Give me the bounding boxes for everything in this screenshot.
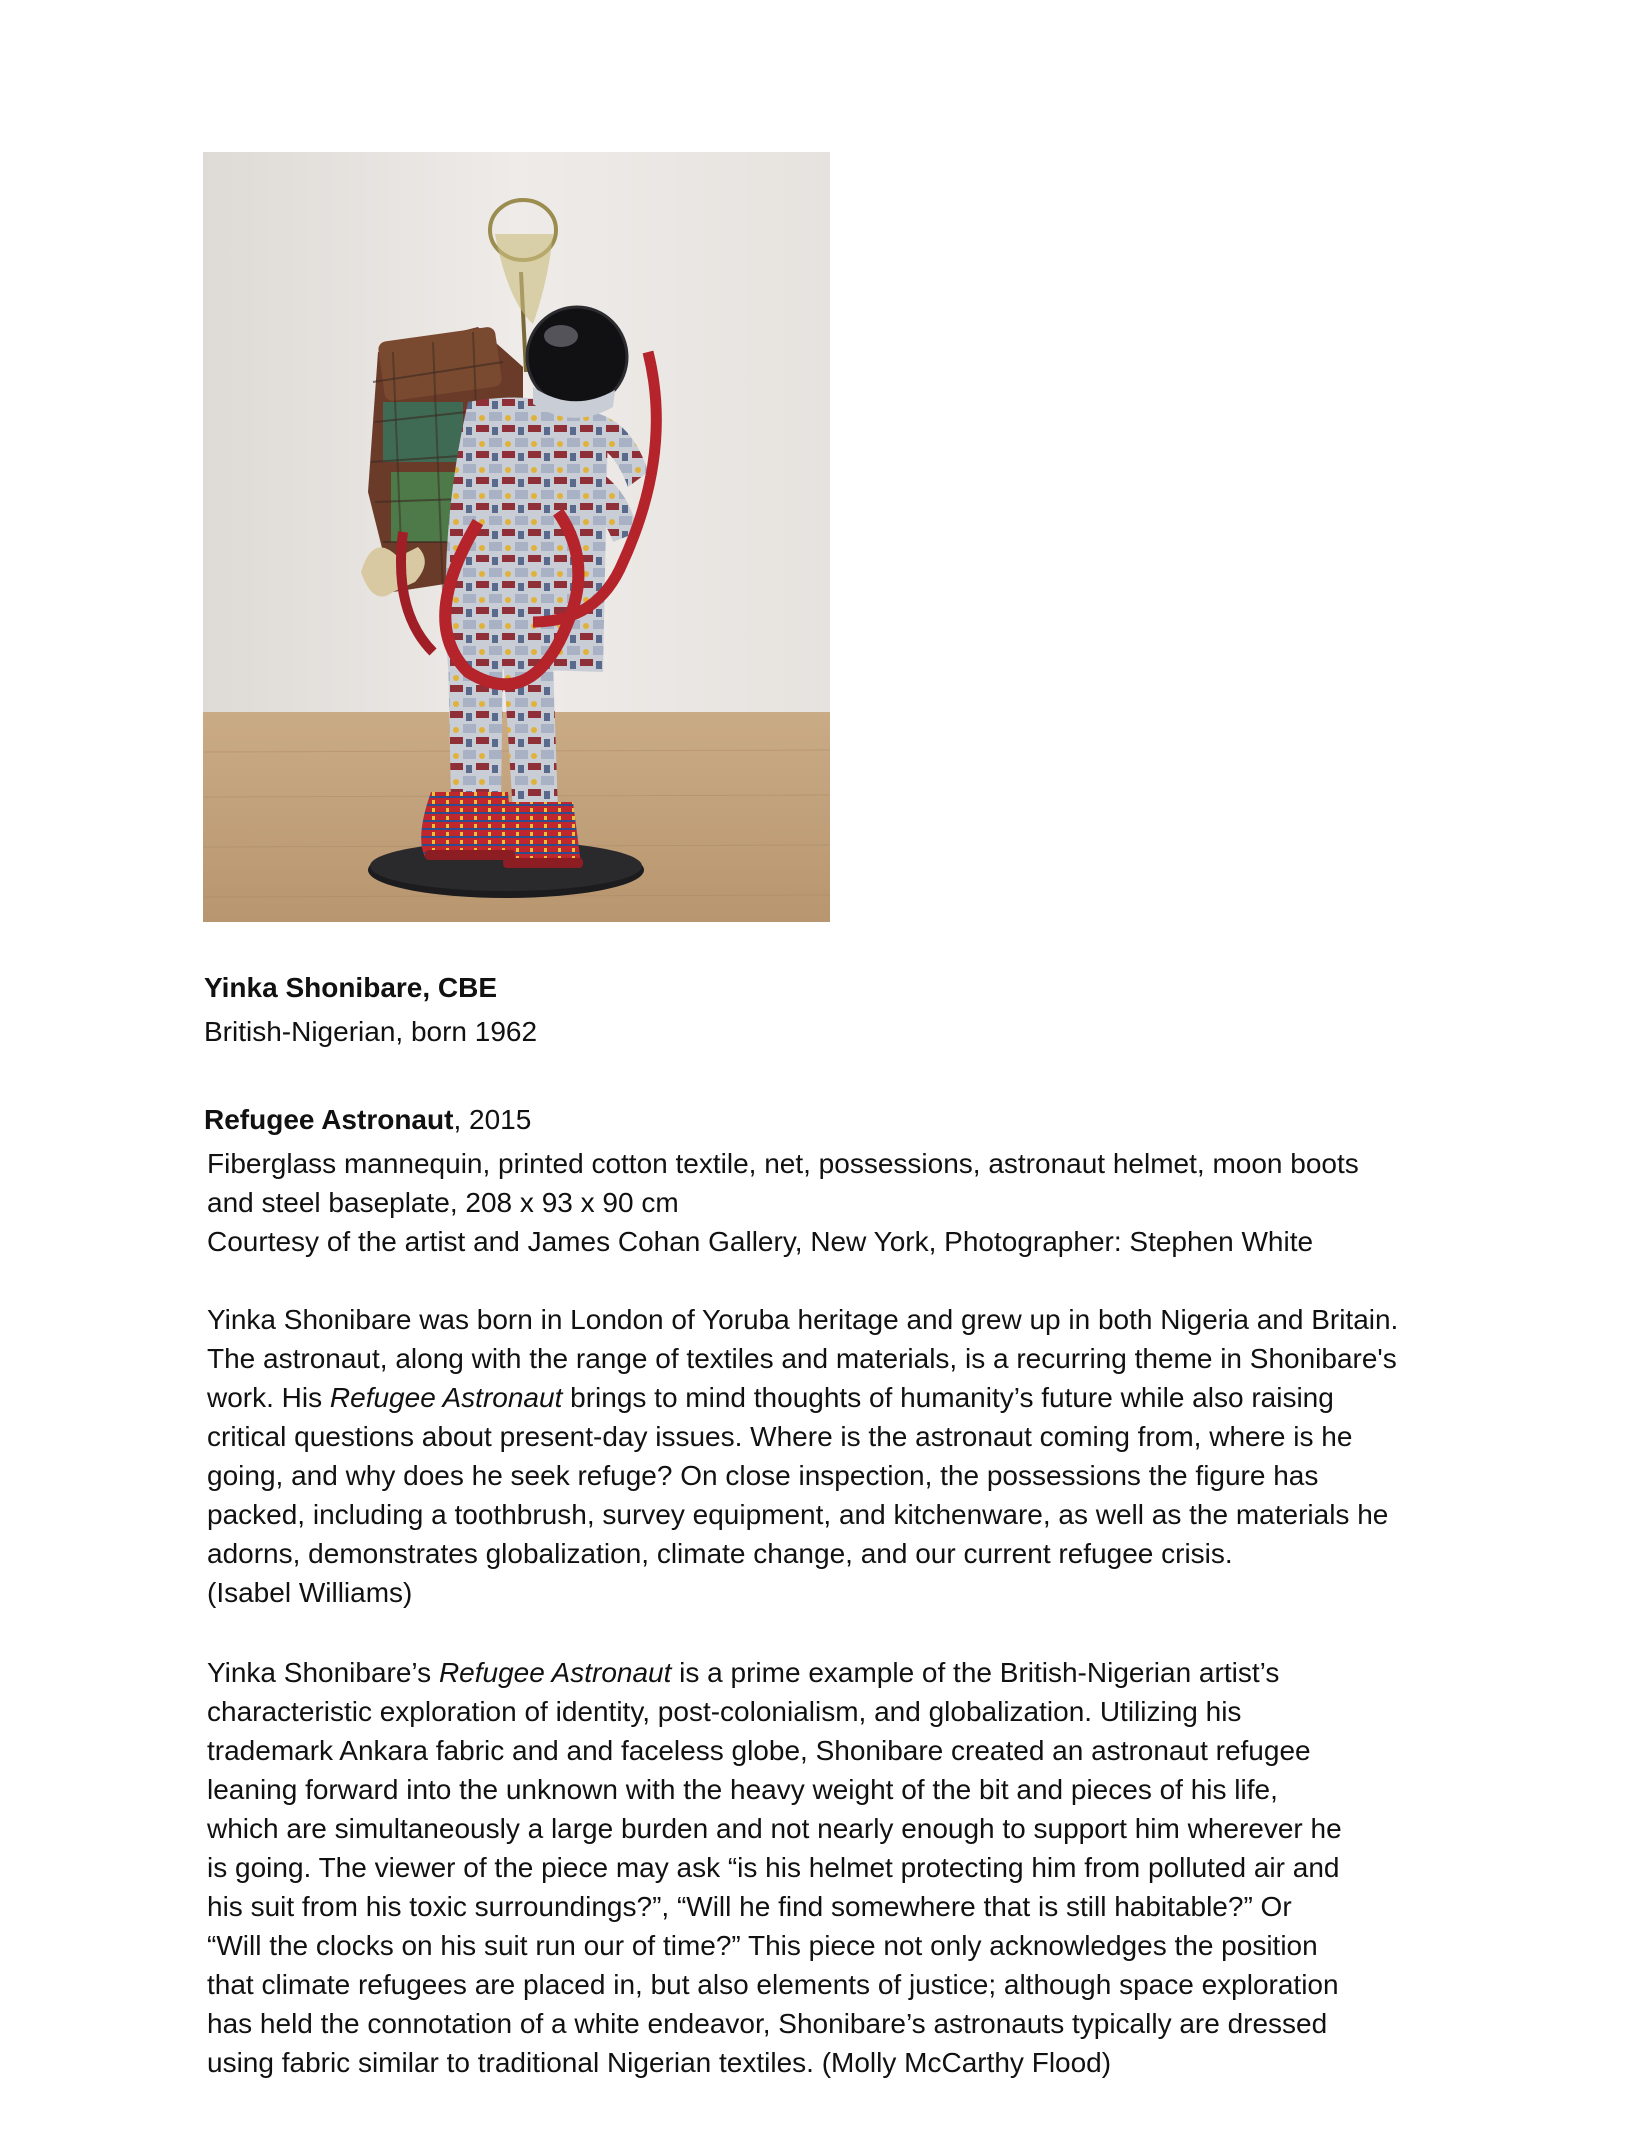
paragraph-line: The astronaut, along with the range of textiles and materials, is a recurring theme in Shonibare's [207, 1343, 1397, 1374]
artwork-medium-line-2: and steel baseplate, 208 x 93 x 90 cm [207, 1187, 679, 1218]
paragraph-line [207, 1653, 1342, 1692]
paragraph-line: using fabric similar to traditional Nigerian textiles. (Molly McCarthy Flood) [207, 2047, 1112, 2078]
text-span: work. His [207, 1382, 330, 1413]
refugee-astronaut-illustration [203, 152, 830, 922]
paragraph-author: (Isabel Williams) [207, 1577, 413, 1608]
artwork-details [207, 1144, 1359, 1261]
artwork-title: Refugee Astronaut [204, 1104, 454, 1135]
paragraph-line: characteristic exploration of identity, post-colonialism, and globalization. Utilizing his [207, 1696, 1242, 1727]
commentary-paragraph-2 [207, 1653, 1342, 2082]
paragraph-line: that climate refugees are placed in, but also elements of justice; although space exploration [207, 1969, 1339, 2000]
artwork-photo [203, 152, 830, 922]
artwork-medium-line-1: Fiberglass mannequin, printed cotton textile, net, possessions, astronaut helmet, moon boots [207, 1148, 1359, 1179]
commentary-paragraph-1 [207, 1300, 1398, 1612]
paragraph-line: critical questions about present-day issues. Where is the astronaut coming from, where is he [207, 1421, 1353, 1452]
paragraph-line: his suit from his toxic surroundings?”, “Will he find somewhere that is still habitable?” Or [207, 1891, 1292, 1922]
paragraph-line: leaning forward into the unknown with the heavy weight of the bit and pieces of his life, [207, 1774, 1278, 1805]
text-span: Yinka Shonibare’s [207, 1657, 439, 1688]
paragraph-line: has held the connotation of a white endeavor, Shonibare’s astronauts typically are dressed [207, 2008, 1328, 2039]
artwork-credit: Courtesy of the artist and James Cohan Gallery, New York, Photographer: Stephen White [207, 1226, 1314, 1257]
paragraph-line: Yinka Shonibare was born in London of Yoruba heritage and grew up in both Nigeria and Britain. [207, 1304, 1399, 1335]
paragraph-line [207, 1378, 1398, 1417]
paragraph-line: adorns, demonstrates globalization, climate change, and our current refugee crisis. [207, 1538, 1233, 1569]
paragraph-line: packed, including a toothbrush, survey equipment, and kitchenware, as well as the materials he [207, 1499, 1389, 1530]
artwork-title-line [204, 1100, 531, 1139]
text-span: is a prime example of the British-Nigerian artist’s [671, 1657, 1280, 1688]
italic-artwork-title: Refugee Astronaut [329, 1382, 563, 1413]
paragraph-line: “Will the clocks on his suit run our of time?” This piece not only acknowledges the position [207, 1930, 1318, 1961]
artist-bio: British-Nigerian, born 1962 [204, 1016, 538, 1047]
paragraph-line: is going. The viewer of the piece may ask “is his helmet protecting him from polluted air and [207, 1852, 1340, 1883]
artwork-year: , 2015 [453, 1104, 532, 1135]
paragraph-line: which are simultaneously a large burden and not nearly enough to support him wherever he [207, 1813, 1342, 1844]
paragraph-line: trademark Ankara fabric and and faceless globe, Shonibare created an astronaut refugee [207, 1735, 1311, 1766]
artist-name: Yinka Shonibare, CBE [204, 972, 498, 1003]
italic-artwork-title: Refugee Astronaut [438, 1657, 672, 1688]
text-span: brings to mind thoughts of humanity’s future while also raising [562, 1382, 1334, 1413]
paragraph-line: going, and why does he seek refuge? On close inspection, the possessions the figure has [207, 1460, 1319, 1491]
